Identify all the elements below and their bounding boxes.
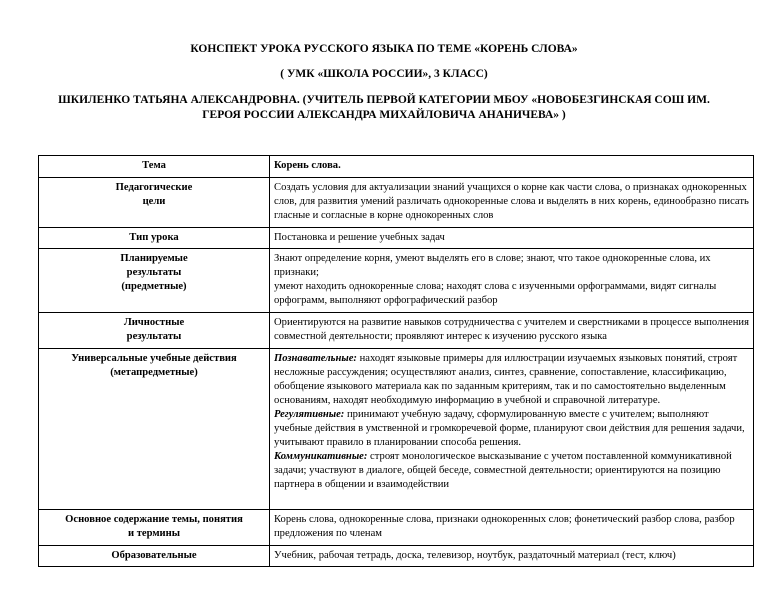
document-subtitle: ( УМК «ШКОЛА РОССИИ», 3 КЛАСС) bbox=[280, 68, 488, 80]
author-line bbox=[20, 93, 748, 123]
table-row-pedagogical-goals bbox=[39, 178, 754, 228]
row-label: Тема bbox=[39, 156, 270, 178]
row-label: Образовательные bbox=[39, 546, 270, 567]
section-text: строят монологическое высказывание с учетом поставленной коммуникативной задачи; участвуют в диалоге, общей беседе, совместной деятельности; ориентируются на позицию партнера в общении и взаимодействии bbox=[274, 451, 732, 490]
author-line-1: ШКИЛЕНКО ТАТЬЯНА АЛЕКСАНДРОВНА. (УЧИТЕЛЬ ПЕРВОЙ КАТЕГОРИИ МБОУ «НОВОБЕЗГИНСКАЯ СОШ ИМ. bbox=[58, 94, 710, 106]
row-label: Планируемые результаты (предметные) bbox=[39, 249, 270, 313]
document-title: КОНСПЕКТ УРОКА РУССКОГО ЯЗЫКА ПО ТЕМЕ «КОРЕНЬ СЛОВА» bbox=[190, 43, 578, 55]
row-value: Корень слова. bbox=[270, 156, 754, 178]
value-line: умеют находить однокоренные слова; находят слова с изученными орфограммами, видят сигналы орфограмм, выполняют орфографический разбор bbox=[274, 281, 717, 306]
section-heading: Регулятивные: bbox=[274, 409, 345, 420]
section-text: принимают учебную задачу, сформулированную вместе с учителем; выполняют учебные действия в умственной и громкоречевой форме, планируют свои действия для решения задачи, учитывают правило в планировании способа решения. bbox=[274, 409, 745, 448]
row-value bbox=[270, 349, 754, 510]
row-label: Личностные результаты bbox=[39, 313, 270, 349]
section-heading: Коммуникативные: bbox=[274, 451, 368, 462]
regulatory-section bbox=[274, 408, 749, 450]
row-value: Учебник, рабочая тетрадь, доска, телевизор, ноутбук, раздаточный материал (тест, ключ) bbox=[270, 546, 754, 567]
lesson-plan-table bbox=[38, 155, 754, 567]
row-label: Тип урока bbox=[39, 228, 270, 249]
author-line-2: ГЕРОЯ РОССИИ АЛЕКСАНДРА МИХАЙЛОВИЧА АНАНИЧЕВА» ) bbox=[202, 109, 566, 121]
section-heading: Познавательные: bbox=[274, 353, 357, 364]
table-row-personal-results bbox=[39, 313, 754, 349]
table-row-planned-results bbox=[39, 249, 754, 313]
table-row-topic bbox=[39, 156, 754, 178]
row-value bbox=[270, 249, 754, 313]
row-value: Постановка и решение учебных задач bbox=[270, 228, 754, 249]
table-row-educational-resources bbox=[39, 546, 754, 567]
table-row-universal-actions bbox=[39, 349, 754, 510]
section-text: находят языковые примеры для иллюстрации изучаемых языковых понятий, строят несложные рассуждения; осуществляют анализ, синтез, сравнение, сопоставление, классификацию, обобщение языкового материала как по заданным критериям, так и по самостоятельно выделенным основаниям, находят необходимую информацию в учебной и справочной литературе. bbox=[274, 353, 738, 406]
row-label: Универсальные учебные действия (метапредметные) bbox=[39, 349, 270, 510]
row-label: Основное содержание темы, понятия и термины bbox=[39, 510, 270, 546]
row-value: Корень слова, однокоренные слова, признаки однокоренных слов; фонетический разбор слова, разбор предложения по членам bbox=[270, 510, 754, 546]
communicative-section bbox=[274, 450, 749, 492]
table-row-lesson-type bbox=[39, 228, 754, 249]
row-value: Ориентируются на развитие навыков сотрудничества с учителем и сверстниками в процессе выполнения совместной деятельности; проявляют интерес к изучению русского языка bbox=[270, 313, 754, 349]
cognitive-section bbox=[274, 352, 749, 408]
table-row-main-content bbox=[39, 510, 754, 546]
row-value: Создать условия для актуализации знаний учащихся о корне как части слова, о признаках однокоренных слов, для развития умений различать однокоренные слова и выделять в них корень, единообразно писать гласные и согласные в корне однокоренных слов bbox=[270, 178, 754, 228]
row-label: Педагогические цели bbox=[39, 178, 270, 228]
value-line: Знают определение корня, умеют выделять его в слове; знают, что такое однокоренные слова, их признаки; bbox=[274, 253, 711, 278]
